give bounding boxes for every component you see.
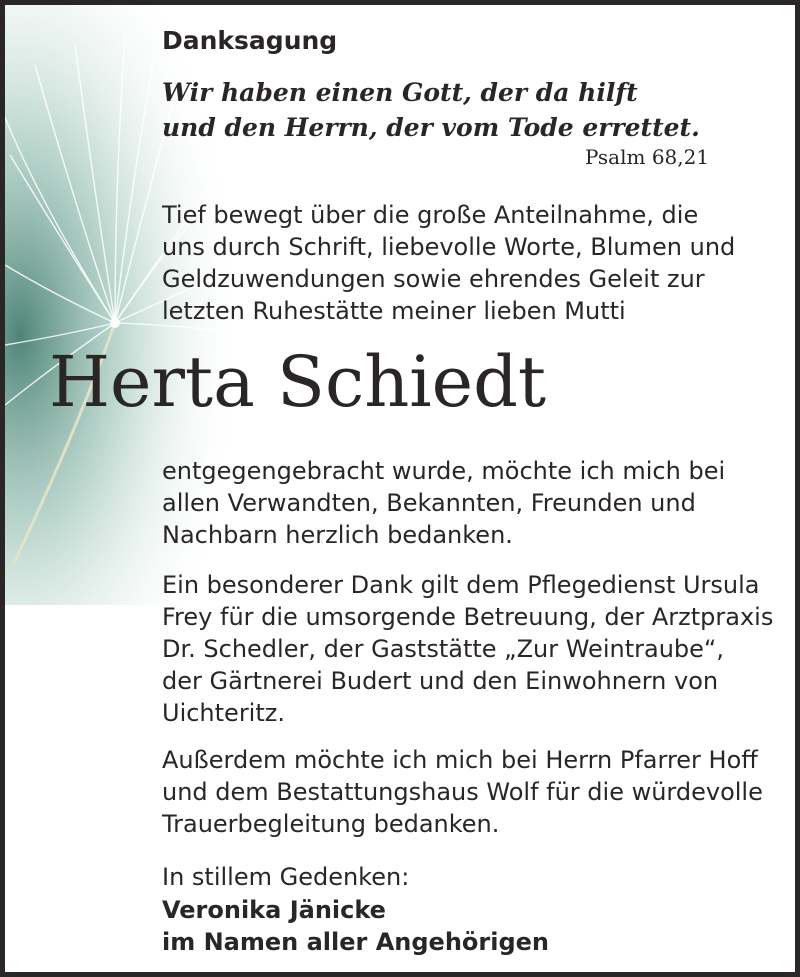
paragraph-gratitude-intro (162, 199, 735, 327)
verse-line: Wir haben einen Gott, der da hilft (162, 78, 638, 107)
signature-name: Veronika Jänicke (162, 896, 386, 924)
verse-line: und den Herrn, der vom Tode errettet. (162, 113, 700, 142)
deceased-name: Herta Schiedt (49, 341, 547, 423)
text-line: Frey für die umsorgende Betreuung, der Arztpraxis (162, 603, 774, 631)
text-line: Ein besonderer Dank gilt dem Pflegedienst Ursula (162, 571, 760, 599)
closing-line: In stillem Gedenken: (162, 863, 410, 891)
text-line: Nachbarn herzlich bedanken. (162, 521, 513, 549)
signature (162, 894, 549, 958)
text-line: uns durch Schrift, liebevolle Worte, Blumen und (162, 233, 736, 261)
bible-verse (162, 75, 700, 145)
paragraph-special-thanks (162, 569, 773, 729)
text-line: Trauerbegleitung bedanken. (162, 810, 500, 838)
text-line: letzten Ruhestätte meiner lieben Mutti (162, 297, 626, 325)
verse-source: Psalm 68,21 (585, 145, 710, 169)
text-line: Uichteritz. (162, 699, 285, 727)
text-line: allen Verwandten, Bekannten, Freunden und (162, 489, 696, 517)
paragraph-additional-thanks (162, 744, 763, 840)
text-line: der Gärtnerei Budert und den Einwohnern von (162, 667, 719, 695)
text-line: Außerdem möchte ich mich bei Herrn Pfarrer Hoff (162, 746, 758, 774)
heading: Danksagung (162, 26, 338, 55)
text-line: entgegengebracht wurde, möchte ich mich bei (162, 457, 726, 485)
text-line: Geldzuwendungen sowie ehrendes Geleit zur (162, 265, 705, 293)
text-line: und dem Bestattungshaus Wolf für die würdevolle (162, 778, 763, 806)
signature-note: im Namen aller Angehörigen (162, 928, 550, 956)
text-line: Tief bewegt über die große Anteilnahme, die (162, 201, 699, 229)
text-line: Dr. Schedler, der Gaststätte „Zur Weintraube“, (162, 635, 724, 663)
paragraph-thanks (162, 455, 725, 551)
